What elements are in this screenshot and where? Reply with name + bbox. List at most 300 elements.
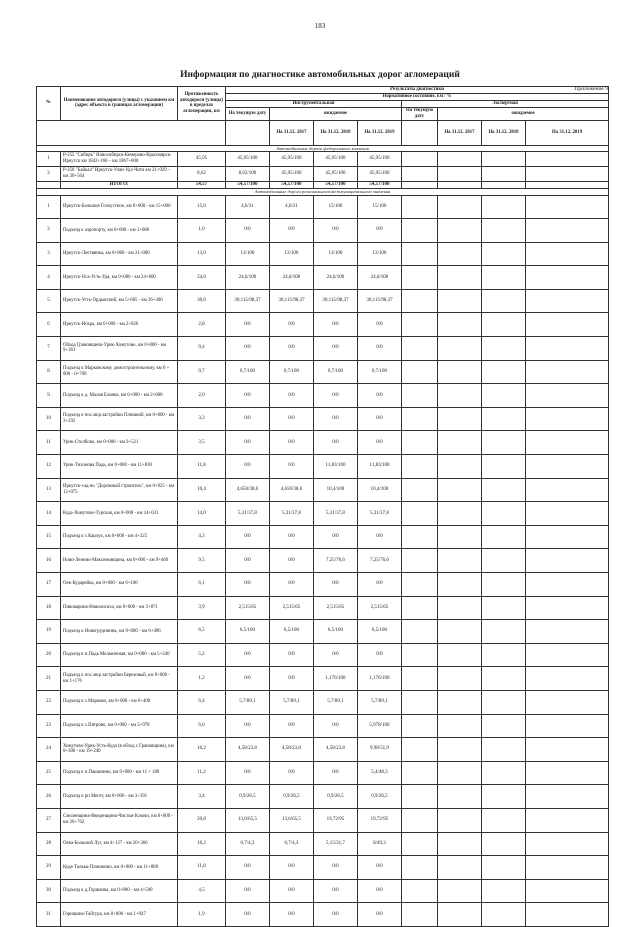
regional-row (37, 313, 609, 337)
expert-2017 (438, 242, 482, 266)
instr-2017: 0/0 (270, 879, 314, 903)
instr-2017: 0/0 (270, 313, 314, 337)
expert-2018 (482, 455, 526, 479)
expert-2019 (526, 785, 609, 809)
expert-2018 (482, 266, 526, 290)
section-federal-label: Автомобильные дороги федерального значения (37, 145, 609, 152)
instr-2017: 6,5/100 (270, 620, 314, 644)
expert-2017 (438, 785, 482, 809)
instr-current: 0/0 (226, 761, 270, 785)
expert-current (402, 761, 438, 785)
expert-2019 (526, 195, 609, 219)
expert-2017 (438, 761, 482, 785)
instr-2019: 0/0 (358, 525, 402, 549)
instr-current: 4,58/23,8 (226, 738, 270, 762)
expert-current (402, 167, 438, 182)
road-length: 3,4 (178, 785, 226, 809)
instr-2018: 0/0 (314, 384, 358, 408)
road-length: 2,0 (178, 384, 226, 408)
instr-current: 0/0 (226, 667, 270, 691)
expert-2018 (482, 182, 526, 189)
instr-2018: 0/0 (314, 643, 358, 667)
road-length: 24,6 (178, 266, 226, 290)
instr-2019: 0/0 (358, 879, 402, 903)
road-name: Ново-Ленино-Максимовщина, км 0+000 - км 9+460 (61, 549, 178, 573)
federal-row (37, 152, 609, 167)
instr-current: 0/0 (226, 407, 270, 431)
expert-2019 (526, 289, 609, 313)
row-number: 31 (37, 903, 61, 927)
instr-2017: 2,515/65 (270, 596, 314, 620)
instr-2018: 1,176/100 (314, 667, 358, 691)
instr-2017: 45,95/100 (270, 167, 314, 182)
header-results: Результаты диагностики (226, 87, 609, 94)
instr-2017: 13/100 (270, 242, 314, 266)
regional-row (37, 643, 609, 667)
expert-2018 (482, 667, 526, 691)
header-instr-expected: ожидаемое (270, 108, 402, 121)
road-length: 9,5 (178, 549, 226, 573)
expert-2017 (438, 667, 482, 691)
expert-2017 (438, 879, 482, 903)
road-length: 3,3 (178, 407, 226, 431)
expert-2018 (482, 502, 526, 526)
expert-current (402, 620, 438, 644)
row-number: 26 (37, 785, 61, 809)
row-number: 2 (37, 167, 61, 182)
road-name: Р-255 "Сибирь" Новосибирск-Кемерово-Красноярск-Иркутск км 1842+160 – км 1867+000 (61, 152, 178, 167)
expert-2017 (438, 549, 482, 573)
instr-current: 0/0 (226, 431, 270, 455)
instr-current: 0/0 (226, 549, 270, 573)
row-number: 5 (37, 289, 61, 313)
expert-2017 (438, 152, 482, 167)
instr-2018: 5,7/89,1 (314, 690, 358, 714)
header-instrumental: Инструментальная (226, 101, 402, 108)
expert-2017 (438, 266, 482, 290)
instr-2019: 10,4/100 (358, 478, 402, 502)
road-length: 3,9 (178, 596, 226, 620)
expert-2019 (526, 549, 609, 573)
instr-2018: 54,57/100 (314, 182, 358, 189)
expert-2018 (482, 879, 526, 903)
road-length: 10,2 (178, 738, 226, 762)
row-number: 17 (37, 573, 61, 597)
regional-row (37, 879, 609, 903)
instr-current: 8,62/100 (226, 167, 270, 182)
instr-2017: 4,6/31 (270, 195, 314, 219)
road-name: Подъезд к с.Пятрово, км 0+000 - км 5+978 (61, 714, 178, 738)
expert-2019 (526, 384, 609, 408)
instr-2017: 0,7/4,3 (270, 832, 314, 856)
regional-row (37, 738, 609, 762)
expert-2018 (482, 195, 526, 219)
row-number: 1 (37, 195, 61, 219)
expert-2019 (526, 738, 609, 762)
expert-2017 (438, 337, 482, 361)
expert-2017 (438, 289, 482, 313)
expert-current (402, 478, 438, 502)
instr-2019: 45,95/100 (358, 152, 402, 167)
instr-2019: 54,57/100 (358, 182, 402, 189)
regional-row (37, 337, 609, 361)
expert-2019 (526, 808, 609, 832)
instr-2018: 0,9/26,5 (314, 785, 358, 809)
row-number (37, 182, 61, 189)
expert-2017 (438, 167, 482, 182)
instr-2019: 45,95/100 (358, 167, 402, 182)
instr-2019: 15/100 (358, 195, 402, 219)
row-number: 15 (37, 525, 61, 549)
row-number: 27 (37, 808, 61, 832)
expert-2017 (438, 219, 482, 243)
header-instr-current-date (226, 120, 270, 145)
road-name: Подъезд к п.Падь Мельничная, км 0+000 - км 5+240 (61, 643, 178, 667)
regional-row (37, 219, 609, 243)
instr-2019: 6,5/100 (358, 620, 402, 644)
expert-2017 (438, 478, 482, 502)
instr-current: 0,7/100 (226, 360, 270, 384)
road-name: Иркутск-Оса-Усть-Уда, км 0+000 - км 24+600 (61, 266, 178, 290)
road-name: Подъезд к д.Горшанка, км 0+000 - км 4+500 (61, 879, 178, 903)
expert-current (402, 455, 438, 479)
instr-current: 5,7/89,1 (226, 690, 270, 714)
instr-2019: 0/0 (358, 643, 402, 667)
expert-2018 (482, 573, 526, 597)
row-number: 3 (37, 242, 61, 266)
instr-2019: 11,83/100 (358, 455, 402, 479)
expert-2018 (482, 808, 526, 832)
page-number: 183 (314, 22, 326, 30)
instr-current: 0/0 (226, 714, 270, 738)
regional-row (37, 478, 609, 502)
expert-2017 (438, 384, 482, 408)
expert-2017 (438, 502, 482, 526)
road-length: 14,0 (178, 502, 226, 526)
header-exp-2018: На 31.12. 2018 (482, 120, 526, 145)
instr-2018: 45,95/100 (314, 152, 358, 167)
instr-current: 0,9/26,5 (226, 785, 270, 809)
expert-current (402, 219, 438, 243)
instr-2018: 45,95/100 (314, 167, 358, 182)
road-name: Подъезд к Новогрудинина, км 0+000 - км 6+496 (61, 620, 178, 644)
regional-row (37, 455, 609, 479)
row-number: 9 (37, 384, 61, 408)
instr-2018: 0/0 (314, 856, 358, 880)
road-length: 1,9 (178, 903, 226, 927)
road-name: Куда-Талька-Плишкино, км 0+000 - км 11+808 (61, 856, 178, 880)
instr-2019: 0/0 (358, 903, 402, 927)
expert-2019 (526, 879, 609, 903)
regional-row (37, 502, 609, 526)
road-name: Урик-Тихонова Падь, км 0+000 - км 11+830 (61, 455, 178, 479)
header-exp-current-date (402, 120, 438, 145)
road-length: 6,0 (178, 714, 226, 738)
row-number: 30 (37, 879, 61, 903)
row-number: 4 (37, 266, 61, 290)
road-name: Иркутск-Листвянка, км 8+000 - км 21+000 (61, 242, 178, 266)
expert-2019 (526, 667, 609, 691)
expert-2017 (438, 525, 482, 549)
instr-2018: 0/0 (314, 879, 358, 903)
road-length: 2,8 (178, 313, 226, 337)
instr-2019: 9,98/51,9 (358, 738, 402, 762)
expert-2017 (438, 738, 482, 762)
regional-row (37, 856, 609, 880)
road-length: 1,0 (178, 219, 226, 243)
expert-2017 (438, 832, 482, 856)
row-number: 23 (37, 714, 61, 738)
expert-2017 (438, 360, 482, 384)
expert-2019 (526, 620, 609, 644)
instr-current: 0/0 (226, 903, 270, 927)
expert-current (402, 738, 438, 762)
header-instr-current: На текущую дату (226, 108, 270, 121)
instr-current: 0/0 (226, 525, 270, 549)
expert-2018 (482, 832, 526, 856)
road-name: Иркутск-Усть-Ордынский, км 5+685 - км 36+300 (61, 289, 178, 313)
expert-current (402, 525, 438, 549)
instr-2018: 0/0 (314, 431, 358, 455)
header-exp-2019: На 31.12. 2019 (526, 120, 609, 145)
expert-current (402, 502, 438, 526)
expert-2019 (526, 167, 609, 182)
instr-2019: 2,515/65 (358, 596, 402, 620)
instr-2017: 0/0 (270, 643, 314, 667)
instr-2018: 4,58/23,8 (314, 738, 358, 762)
road-name: Иркутск-Искра, км 0+000 - км 2+826 (61, 313, 178, 337)
instr-2018: 0/0 (314, 219, 358, 243)
road-length: 3,5 (178, 431, 226, 455)
row-number: 10 (37, 407, 61, 431)
expert-2018 (482, 152, 526, 167)
road-length: 16,2 (178, 832, 226, 856)
expert-2019 (526, 525, 609, 549)
expert-2019 (526, 182, 609, 189)
expert-2017 (438, 182, 482, 189)
expert-current (402, 337, 438, 361)
instr-2019: 5,4/48,3 (358, 761, 402, 785)
row-number: 24 (37, 738, 61, 762)
instr-current: 0/0 (226, 313, 270, 337)
expert-2018 (482, 785, 526, 809)
expert-2018 (482, 478, 526, 502)
road-length: 11,2 (178, 761, 226, 785)
header-exp-2017: На 31.12. 2017 (438, 120, 482, 145)
instr-2018: 0/0 (314, 714, 358, 738)
regional-row (37, 266, 609, 290)
row-number: 6 (37, 313, 61, 337)
regional-row (37, 808, 609, 832)
road-name: Р-258 "Байкал" Иркутск-Улан-Удэ-Чита км 21+929 – км 30+564 (61, 167, 178, 182)
instr-2017: 0/0 (270, 856, 314, 880)
header-instr-2019: На 31.12. 2019 (358, 120, 402, 145)
expert-2018 (482, 313, 526, 337)
instr-2017: 24,6/100 (270, 266, 314, 290)
instr-2018: 30,115/98,37 (314, 289, 358, 313)
instr-current: 6,5/100 (226, 620, 270, 644)
expert-2019 (526, 431, 609, 455)
expert-current (402, 690, 438, 714)
instr-current: 0/0 (226, 879, 270, 903)
instr-2017: 13,6/65,5 (270, 808, 314, 832)
expert-current (402, 360, 438, 384)
road-length: 15,0 (178, 195, 226, 219)
instr-2019: 0/0 (358, 407, 402, 431)
road-length: 5,2 (178, 643, 226, 667)
instr-2018: 0/0 (314, 337, 358, 361)
expert-current (402, 313, 438, 337)
instr-current: 0/0 (226, 219, 270, 243)
expert-2018 (482, 596, 526, 620)
expert-2017 (438, 431, 482, 455)
instr-2019: 0/0 (358, 337, 402, 361)
expert-2018 (482, 289, 526, 313)
expert-current (402, 266, 438, 290)
expert-2019 (526, 832, 609, 856)
expert-2018 (482, 549, 526, 573)
instr-2017: 0/0 (270, 667, 314, 691)
expert-current (402, 832, 438, 856)
expert-2018 (482, 384, 526, 408)
road-name: Куда-Хомутово-Турская, км 0+000 - км 14+031 (61, 502, 178, 526)
instr-current: 54,57/100 (226, 182, 270, 189)
instr-2018: 5,31/37,8 (314, 502, 358, 526)
instr-2018: 0/0 (314, 313, 358, 337)
road-length: 30,6 (178, 289, 226, 313)
instr-2019: 0/0 (358, 856, 402, 880)
expert-2019 (526, 903, 609, 927)
instr-current: 0/0 (226, 384, 270, 408)
instr-2019: 0/0 (358, 219, 402, 243)
table-body (37, 145, 609, 926)
expert-2019 (526, 407, 609, 431)
expert-2019 (526, 714, 609, 738)
instr-2017: 0/0 (270, 337, 314, 361)
instr-2017: 4,58/23,8 (270, 738, 314, 762)
regional-row (37, 761, 609, 785)
row-number: 13 (37, 478, 61, 502)
expert-2018 (482, 738, 526, 762)
instr-2017: 0/0 (270, 903, 314, 927)
instr-2017: 0/0 (270, 761, 314, 785)
expert-2019 (526, 596, 609, 620)
expert-2018 (482, 525, 526, 549)
expert-2018 (482, 643, 526, 667)
expert-current (402, 808, 438, 832)
road-name: Оека-Большой Луг, км 4+127 - км 20+366 (61, 832, 178, 856)
header-expert: Экспертная (402, 101, 609, 108)
instr-current: 0/0 (226, 856, 270, 880)
road-length: 4,3 (178, 525, 226, 549)
instr-current: 5,31/37,8 (226, 502, 270, 526)
instr-2018: 10,4/100 (314, 478, 358, 502)
instr-2019: 24,6/100 (358, 266, 402, 290)
expert-2019 (526, 337, 609, 361)
regional-row (37, 407, 609, 431)
instr-2017: 4,650/38,6 (270, 478, 314, 502)
instr-current: 4,650/38,6 (226, 478, 270, 502)
instr-2017: 5,7/89,1 (270, 690, 314, 714)
expert-2018 (482, 337, 526, 361)
instr-2018: 2,515/65 (314, 596, 358, 620)
road-name: Подъезд к Марковскому домостроительному, км 0 + 000 - 0+700 (61, 360, 178, 384)
road-name: Урик-Столбово, км 0+000 - км 3+521 (61, 431, 178, 455)
expert-2018 (482, 431, 526, 455)
instr-2018: 15/100 (314, 195, 358, 219)
row-number: 18 (37, 596, 61, 620)
row-number: 28 (37, 832, 61, 856)
expert-2019 (526, 761, 609, 785)
expert-2018 (482, 407, 526, 431)
expert-2019 (526, 573, 609, 597)
regional-row (37, 195, 609, 219)
expert-current (402, 856, 438, 880)
appendix-label: Приложение 9 (574, 86, 608, 92)
expert-2017 (438, 407, 482, 431)
instr-2018: 5,15/31,7 (314, 832, 358, 856)
expert-2018 (482, 620, 526, 644)
instr-2018: 11,83/100 (314, 455, 358, 479)
expert-2017 (438, 808, 482, 832)
expert-current (402, 384, 438, 408)
road-name: Подъезд к с.Карлук, км 0+000 - км 4+325 (61, 525, 178, 549)
instr-2019: 1,176/100 (358, 667, 402, 691)
expert-2019 (526, 502, 609, 526)
regional-row (37, 289, 609, 313)
road-name: Подъезд к аэропорту, км 0+000 - км 1+086 (61, 219, 178, 243)
expert-current (402, 407, 438, 431)
expert-current (402, 152, 438, 167)
instr-2018: 0,7/100 (314, 360, 358, 384)
expert-2017 (438, 903, 482, 927)
instr-2018: 13/100 (314, 242, 358, 266)
regional-row (37, 573, 609, 597)
expert-current (402, 667, 438, 691)
expert-2019 (526, 219, 609, 243)
expert-current (402, 573, 438, 597)
regional-row (37, 690, 609, 714)
road-length: 54,57 (178, 182, 226, 189)
expert-2018 (482, 167, 526, 182)
expert-2019 (526, 478, 609, 502)
header-length: Протяженность автодороги (улицы) в пределах агломерации, км (178, 87, 226, 121)
expert-current (402, 903, 438, 927)
instr-current: 24,6/100 (226, 266, 270, 290)
expert-2017 (438, 643, 482, 667)
road-name: Смоленщина-Введенщина-Чистые Ключи, км 0+000 - км 20+762 (61, 808, 178, 832)
instr-current: 0/0 (226, 643, 270, 667)
expert-2017 (438, 573, 482, 597)
instr-2017: 0,9/26,5 (270, 785, 314, 809)
road-length: 11,8 (178, 856, 226, 880)
expert-2017 (438, 455, 482, 479)
road-length: 11,8 (178, 455, 226, 479)
expert-current (402, 549, 438, 573)
road-name: Иркутск-сад-во "Дорожный строитель", км 0+925 - км 12+075 (61, 478, 178, 502)
expert-2017 (438, 596, 482, 620)
road-length: 6,1 (178, 573, 226, 597)
regional-row (37, 431, 609, 455)
road-name: Подъезд к д. Малая Еланка, км 0+000 - км 2+000 (61, 384, 178, 408)
instr-2017: 0/0 (270, 431, 314, 455)
regional-row (37, 596, 609, 620)
expert-current (402, 879, 438, 903)
expert-current (402, 195, 438, 219)
road-length: 0,7 (178, 360, 226, 384)
instr-2017: 45,95/100 (270, 152, 314, 167)
row-number: 20 (37, 643, 61, 667)
